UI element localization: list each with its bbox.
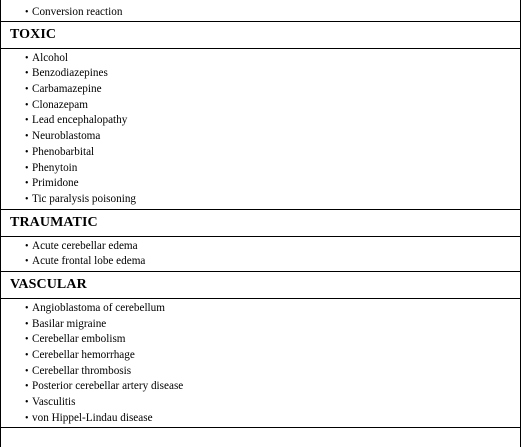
bullet: • bbox=[25, 318, 29, 330]
section-heading-vascular: VASCULAR bbox=[1, 272, 520, 299]
list-item bbox=[25, 395, 520, 411]
item-label: Vasculitis bbox=[32, 396, 76, 409]
list-item bbox=[25, 66, 520, 82]
bullet: • bbox=[25, 52, 29, 64]
list-item bbox=[25, 113, 520, 129]
bullet: • bbox=[25, 193, 29, 205]
bullet: • bbox=[25, 412, 29, 424]
list-item bbox=[25, 332, 520, 348]
bullet: • bbox=[25, 162, 29, 174]
bullet: • bbox=[25, 115, 29, 127]
item-label: Phenobarbital bbox=[32, 145, 95, 158]
list-item bbox=[25, 411, 520, 427]
bullet: • bbox=[25, 365, 29, 377]
bullet: • bbox=[25, 334, 29, 346]
item-label: Cerebellar embolism bbox=[32, 333, 126, 346]
section-items-toxic bbox=[1, 49, 520, 210]
bullet: • bbox=[25, 397, 29, 409]
list-item bbox=[25, 129, 520, 145]
item-label: Basilar migraine bbox=[32, 317, 107, 330]
item-label: Posterior cerebellar artery disease bbox=[32, 380, 184, 393]
item-label: Phenytoin bbox=[32, 161, 78, 174]
list-item bbox=[25, 192, 520, 208]
section-items-vascular bbox=[1, 299, 520, 429]
section-heading-traumatic: TRAUMATIC bbox=[1, 210, 520, 237]
bullet: • bbox=[25, 178, 29, 190]
bullet: • bbox=[25, 350, 29, 361]
list-item bbox=[25, 145, 520, 161]
item-label: Benzodiazepines bbox=[32, 67, 108, 80]
bullet: • bbox=[25, 146, 29, 158]
bullet: • bbox=[25, 7, 29, 18]
list-item bbox=[25, 254, 520, 270]
item-label: Cerebellar hemorrhage bbox=[32, 349, 135, 361]
item-label: Carbamazepine bbox=[32, 83, 102, 96]
item-label: Angioblastoma of cerebellum bbox=[32, 301, 165, 314]
list-item bbox=[25, 239, 520, 255]
top-items-cell bbox=[1, 0, 520, 22]
item-label: Tic paralysis poisoning bbox=[32, 192, 137, 205]
item-label: Acute frontal lobe edema bbox=[32, 255, 146, 268]
list-item bbox=[25, 379, 520, 395]
list-item bbox=[25, 5, 520, 21]
item-label: Clonazepam bbox=[32, 98, 88, 111]
list-item bbox=[25, 364, 520, 380]
bullet: • bbox=[25, 84, 29, 96]
item-label: Lead encephalopathy bbox=[32, 114, 128, 127]
list-item bbox=[25, 98, 520, 114]
bullet: • bbox=[25, 131, 29, 143]
bullet: • bbox=[25, 381, 29, 393]
item-label: Neuroblastoma bbox=[32, 130, 101, 143]
bullet: • bbox=[25, 68, 29, 80]
list-item bbox=[25, 301, 520, 317]
bullet: • bbox=[25, 240, 29, 252]
bullet: • bbox=[25, 256, 29, 268]
item-label: Conversion reaction bbox=[32, 6, 123, 18]
item-label: Primidone bbox=[32, 177, 79, 190]
item-label: Cerebellar thrombosis bbox=[32, 364, 132, 377]
list-item bbox=[25, 82, 520, 98]
section-heading-toxic: TOXIC bbox=[1, 22, 520, 49]
item-label: Alcohol bbox=[32, 51, 69, 64]
list-item bbox=[25, 161, 520, 177]
list-item bbox=[25, 348, 520, 364]
list-item bbox=[25, 317, 520, 333]
item-label: von Hippel-Lindau disease bbox=[32, 411, 153, 424]
section-items-traumatic bbox=[1, 237, 520, 272]
bullet: • bbox=[25, 302, 29, 314]
item-label: Acute cerebellar edema bbox=[32, 239, 138, 252]
bullet: • bbox=[25, 99, 29, 111]
list-item bbox=[25, 176, 520, 192]
list-item bbox=[25, 51, 520, 67]
